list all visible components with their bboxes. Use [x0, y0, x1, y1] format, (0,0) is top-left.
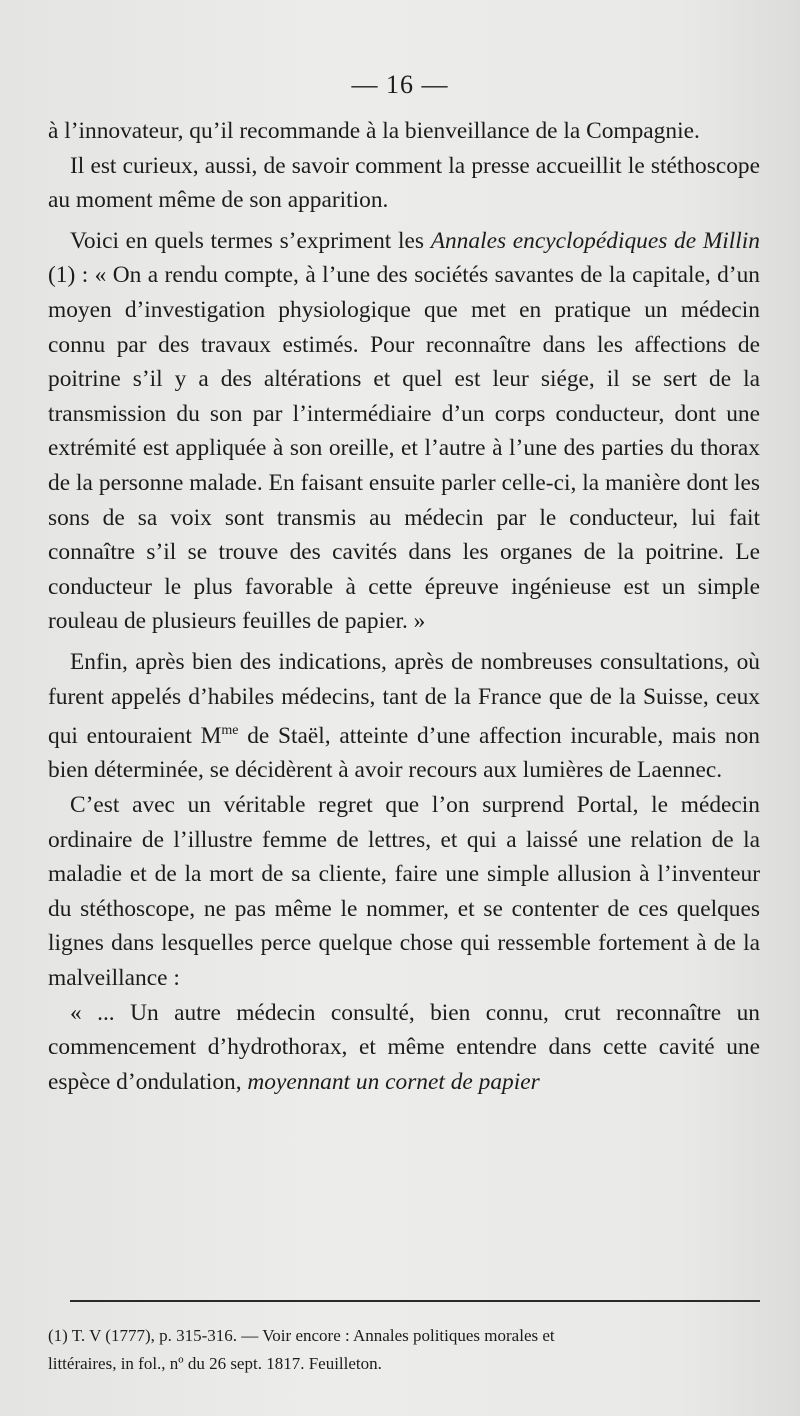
footnote	[48, 1322, 760, 1378]
madame-abbreviation: me	[221, 723, 239, 739]
paragraph-6-italic: moyennant un cornet de papier	[247, 1068, 540, 1095]
footnote-divider	[70, 1300, 760, 1302]
paragraph-4-rest: de Staël, atteinte d’une affection incurable, mais non bien déterminée, se décidèrent à avoir recours aux lumières de Laennec.	[48, 722, 760, 784]
journal-title: Annales encyclopédiques de Millin	[430, 227, 760, 254]
paragraph-1: à l’innovateur, qu’il recommande à la bienveillance de la Compagnie.	[48, 118, 700, 144]
main-text	[48, 114, 760, 1099]
paragraph-3-lead: Voici en quels termes s’expriment les	[70, 227, 431, 254]
paragraph-6-lead: « ... Un autre médecin consulté, bien connu, crut reconnaître un commencement d’hydrothorax, et même entendre dans cette cavité une espèce d’ondulation,	[48, 999, 760, 1095]
page-number: — 16 —	[351, 70, 449, 99]
paragraph-2: Il est curieux, aussi, de savoir comment la presse accueillit le stéthoscope au moment même de son apparition.	[48, 152, 760, 214]
paragraph-3-quote: (1) : « On a rendu compte, à l’une des sociétés savantes de la capitale, d’un moyen d’investigation physiologique que met en pratique un médecin connu par des travaux estimés. Pour reconnaître dans les affections de poitrine s’il y a des altérations et quel est leur siége, il se sert de la transmission du son par l’intermédiaire d’un corps conducteur, dont une extrémité est appliquée à son oreille, et l’autre à l’une des parties du thorax de la personne malade. En faisant ensuite parler celle-ci, la manière dont les sons de sa voix sont transmis au médecin par le conducteur, lui fait connaître s’il se trouve des cavités dans les organes de la poitrine. Le conducteur le plus favorable à cette épreuve ingénieuse est un simple rouleau de plusieurs feuilles de papier. »	[48, 262, 760, 635]
paragraph-5: C’est avec un véritable regret que l’on surprend Portal, le médecin ordinaire de l’illustre femme de lettres, et qui a laissé une relation de la maladie et de la mort de sa cliente, faire une simple allusion à l’inventeur du stéthoscope, ne pas même le nommer, et se contenter de ces quelques lignes dans lesquelles perce quelque chose qui ressemble fortement à de la malveillance :	[48, 792, 760, 992]
paragraph-3	[48, 224, 760, 639]
paragraph-4-lead: Enfin, après bien des indications, après de nombreuses consultations, où furent appelés d’habiles médecins, tant de la France que de la Suisse, ceux qui entouraient M	[48, 648, 760, 749]
paragraph-6	[48, 996, 760, 1100]
footnote-line-2: littéraires, in fol., nº du 26 sept. 1817. Feuilleton.	[48, 1354, 382, 1373]
paragraph-4	[48, 645, 760, 788]
footnote-line-1: (1) T. V (1777), p. 315-316. — Voir encore : Annales politiques morales et	[48, 1326, 555, 1345]
